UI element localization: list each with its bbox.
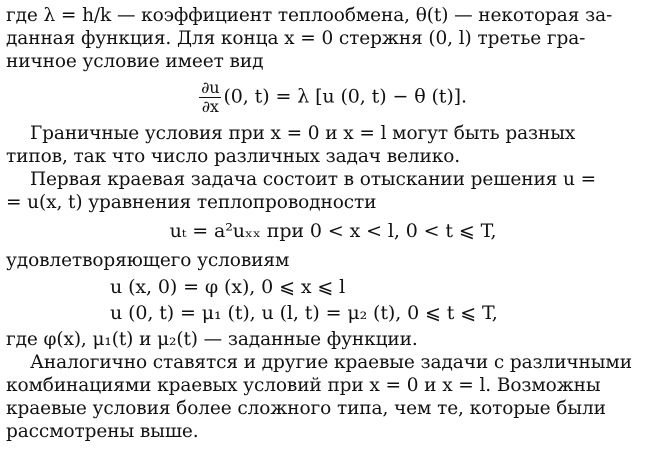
text-line: краевые условия более сложного типа, чем те, которые были [6, 398, 606, 419]
equation-text: (0, t) = λ [u (0, t) − θ (t)]. [223, 85, 467, 108]
equation-initial-condition [6, 274, 660, 300]
fraction-denominator: ∂x [201, 97, 219, 116]
equation-text: uₜ = a²uₓₓ при 0 < x < l, 0 < t ⩽ T, [169, 220, 497, 242]
equation-conditions-group [6, 274, 660, 326]
text-line: ничное условие имеет вид [6, 51, 264, 72]
text-line: Аналогично ставятся и другие краевые задачи с различными [30, 352, 632, 373]
text-line: типов, так что число различных задач велико. [6, 146, 461, 167]
text-line: данная функция. Для конца x = 0 стержня (0, l) третье гра- [6, 28, 586, 49]
text-line: = u(x, t) уравнения теплопроводности [6, 192, 377, 213]
equation-text: u (x, 0) = φ (x), 0 ⩽ x ⩽ l [110, 276, 346, 298]
text-line: рассмотрены выше. [6, 421, 199, 442]
text-line: Первая краевая задача состоит в отыскании решения u = [30, 169, 597, 190]
paragraph-3 [6, 168, 660, 214]
equation-boundary-condition [6, 79, 660, 116]
paragraph-2 [6, 122, 660, 168]
fraction-numerator: ∂u [201, 78, 220, 97]
equation-text: u (0, t) = μ₁ (t), u (l, t) = μ₂ (t), 0 ⩽ t ⩽ T, [110, 302, 498, 324]
paragraph-4 [6, 249, 660, 272]
equation-boundary-conditions [6, 300, 660, 326]
text-line: Граничные условия при x = 0 и x = l могут быть разных [30, 123, 576, 144]
paragraph-6 [6, 351, 660, 443]
text-line: удовлетворяющего условиям [6, 250, 290, 271]
text-line: комбинациями краевых условий при x = 0 и x = l. Возможны [6, 375, 601, 396]
paragraph-5 [6, 328, 660, 351]
text-line: где φ(x), μ₁(t) и μ₂(t) — заданные функции. [6, 329, 418, 350]
text-line: где λ = h/k — коэффициент теплообмена, θ(t) — некоторая за- [6, 5, 613, 26]
partial-derivative-fraction [199, 79, 221, 116]
equation-heat-equation [6, 220, 660, 243]
paragraph-1 [6, 4, 660, 73]
